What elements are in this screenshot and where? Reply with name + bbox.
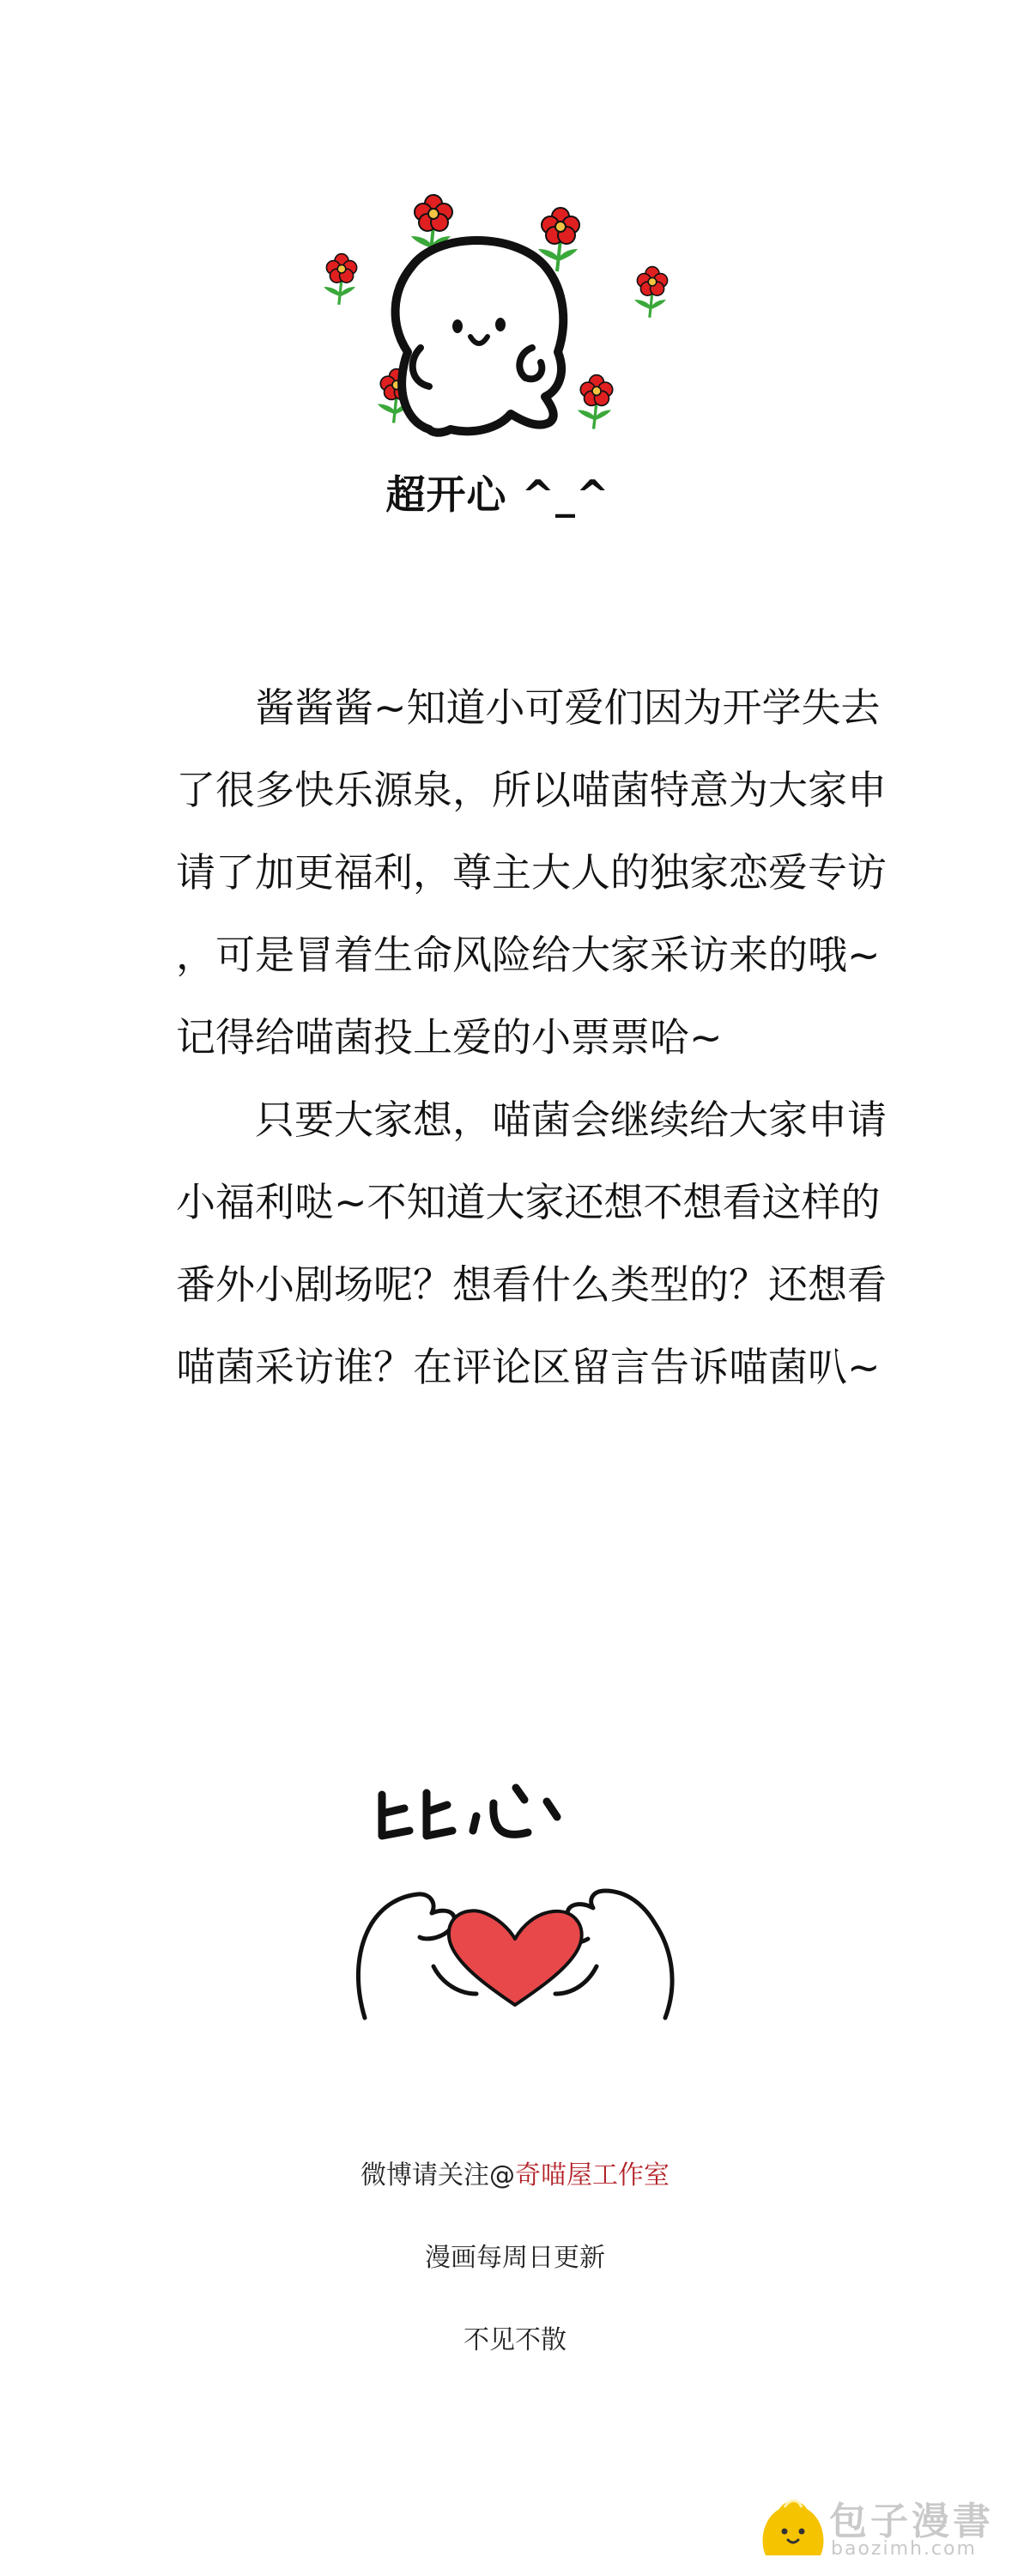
happy-sticker bbox=[300, 172, 695, 541]
watermark-domain: baozimh.com bbox=[831, 2538, 977, 2560]
flower-icon bbox=[324, 254, 356, 305]
article-body bbox=[176, 666, 914, 1408]
watermark-title: 包子漫書 bbox=[829, 2500, 994, 2543]
studio-name: 奇喵屋工作室 bbox=[515, 2160, 670, 2190]
sticker-caption: 超开心 ^_^ bbox=[385, 471, 610, 518]
update-schedule: 漫画每周日更新 bbox=[425, 2243, 605, 2273]
baozi-bun-logo-icon bbox=[759, 2488, 827, 2566]
footer-info bbox=[0, 2155, 1030, 2403]
finger-heart-sticker bbox=[348, 1769, 682, 2026]
site-watermark bbox=[759, 2488, 1025, 2571]
paragraph: 只要大家想，喵菌会继续给大家申请小福利哒~不知道大家还想不想看这样的番外小剧场呢？想看什么类型的？还想看喵菌采访谁？在评论区留言告诉喵菌叭~ bbox=[176, 1097, 887, 1390]
bixin-caption-icon bbox=[382, 1788, 557, 1836]
flower-icon bbox=[578, 375, 613, 429]
finger-heart-icon bbox=[348, 1769, 682, 2026]
happy-ghost-icon bbox=[300, 172, 695, 464]
paragraph: 酱酱酱~知道小可爱们因为开学失去了很多快乐源泉，所以喵菌特意为大家申请了加更福利，尊主大人的独家恋爱专访，可是冒着生命风险给大家采访来的哦~记得给喵菌投上爱的小票票哈~ bbox=[176, 684, 887, 1060]
farewell-text: 不见不散 bbox=[464, 2325, 566, 2355]
weibo-line bbox=[0, 2155, 1030, 2238]
flower-icon bbox=[634, 267, 667, 318]
weibo-prefix: 微博请关注@ bbox=[360, 2160, 515, 2190]
